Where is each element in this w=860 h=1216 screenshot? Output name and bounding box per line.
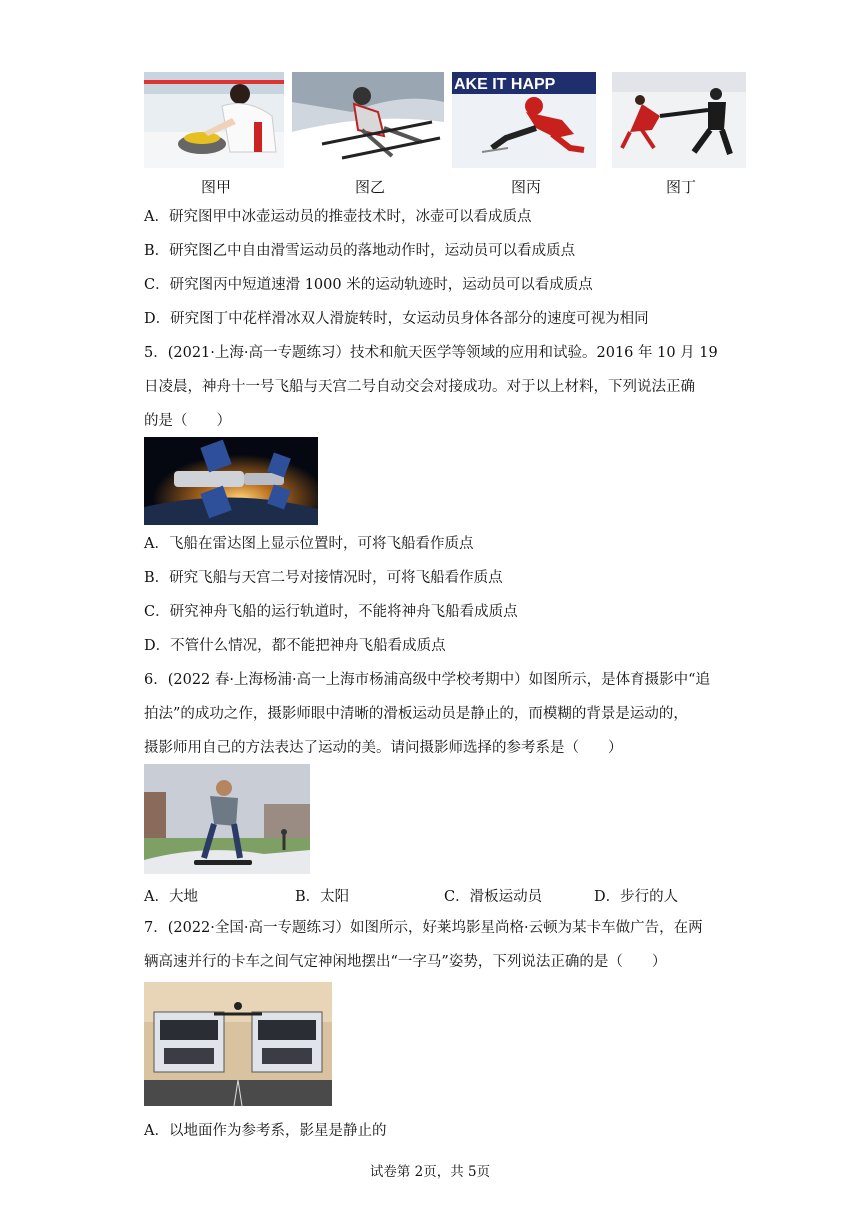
banner-text: AKE IT HAPP [454,76,556,93]
q5-spacecraft-image [144,437,318,525]
q5-stem-line-2: 日凌晨，神舟十一号飞船与天宫二号自动交会对接成功。对于以上材料，下列说法正确 [144,379,695,395]
caption-yi: 图乙 [354,178,385,196]
q6-option-b: B．太阳 [295,889,350,905]
q5-option-a: A．飞船在雷达图上显示位置时，可将飞船看作质点 [144,536,474,552]
q4-option-c: C．研究图丙中短道速滑 1000 米的运动轨迹时，运动员可以看成质点 [144,277,593,293]
q6-option-c: C．滑板运动员 [444,889,543,905]
q5-option-b: B．研究飞船与天宫二号对接情况时，可将飞船看作质点 [144,570,503,586]
q6-stem-line-2: 拍法”的成功之作，摄影师眼中清晰的滑板运动员是静止的，而模糊的背景是运动的， [144,706,688,722]
q5-stem-line-1: 5．(2021·上海·高一专题练习）技术和航天医学等领域的应用和试验。2016 年 10 月 19 [144,345,718,361]
figure-jia-curling-image [144,72,284,168]
q5-option-c: C．研究神舟飞船的运行轨道时，不能将神舟飞船看成质点 [144,604,518,620]
q7-stem-line-2: 辆高速并行的卡车之间气定神闲地摆出“一字马”姿势，下列说法正确的是（ ） [144,954,667,970]
caption-bing: 图丙 [510,178,541,196]
q4-option-d: D．研究图丁中花样滑冰双人滑旋转时，女运动员身体各部分的速度可视为相同 [144,311,649,327]
q7-stem-line-1: 7．(2022·全国·高一专题练习）如图所示，好莱坞影星尚格·云顿为某卡车做广告，在两 [144,920,703,936]
figure-ding-figureskate-image [612,72,746,168]
q5-stem-line-3: 的是（ ） [144,413,231,429]
q4-option-b: B．研究图乙中自由滑雪运动员的落地动作时，运动员可以看成质点 [144,243,576,259]
caption-jia: 图甲 [200,178,231,196]
q6-option-a: A．大地 [144,889,198,905]
caption-ding: 图丁 [665,178,696,196]
figure-bing-speedskate-image [452,72,596,168]
q6-stem-line-1: 6．(2022 春·上海杨浦·高一上海市杨浦高级中学校考期中）如图所示，是体育摄影中“追 [144,672,711,688]
q5-option-d: D．不管什么情况，都不能把神舟飞船看成质点 [144,638,446,654]
q4-option-a: A．研究图甲中冰壶运动员的推壶技术时，冰壶可以看成质点 [144,209,532,225]
q7-trucks-image [144,982,332,1106]
q6-skateboarder-image [144,764,310,874]
q7-option-a: A．以地面作为参考系，影星是静止的 [144,1123,387,1139]
figure-yi-ski-image [292,72,444,168]
q6-stem-line-3: 摄影师用自己的方法表达了运动的美。请问摄影师选择的参考系是（ ） [144,740,623,756]
q6-option-d: D．步行的人 [594,889,679,905]
page-footer: 试卷第 2页，共 5页 [369,1164,491,1180]
